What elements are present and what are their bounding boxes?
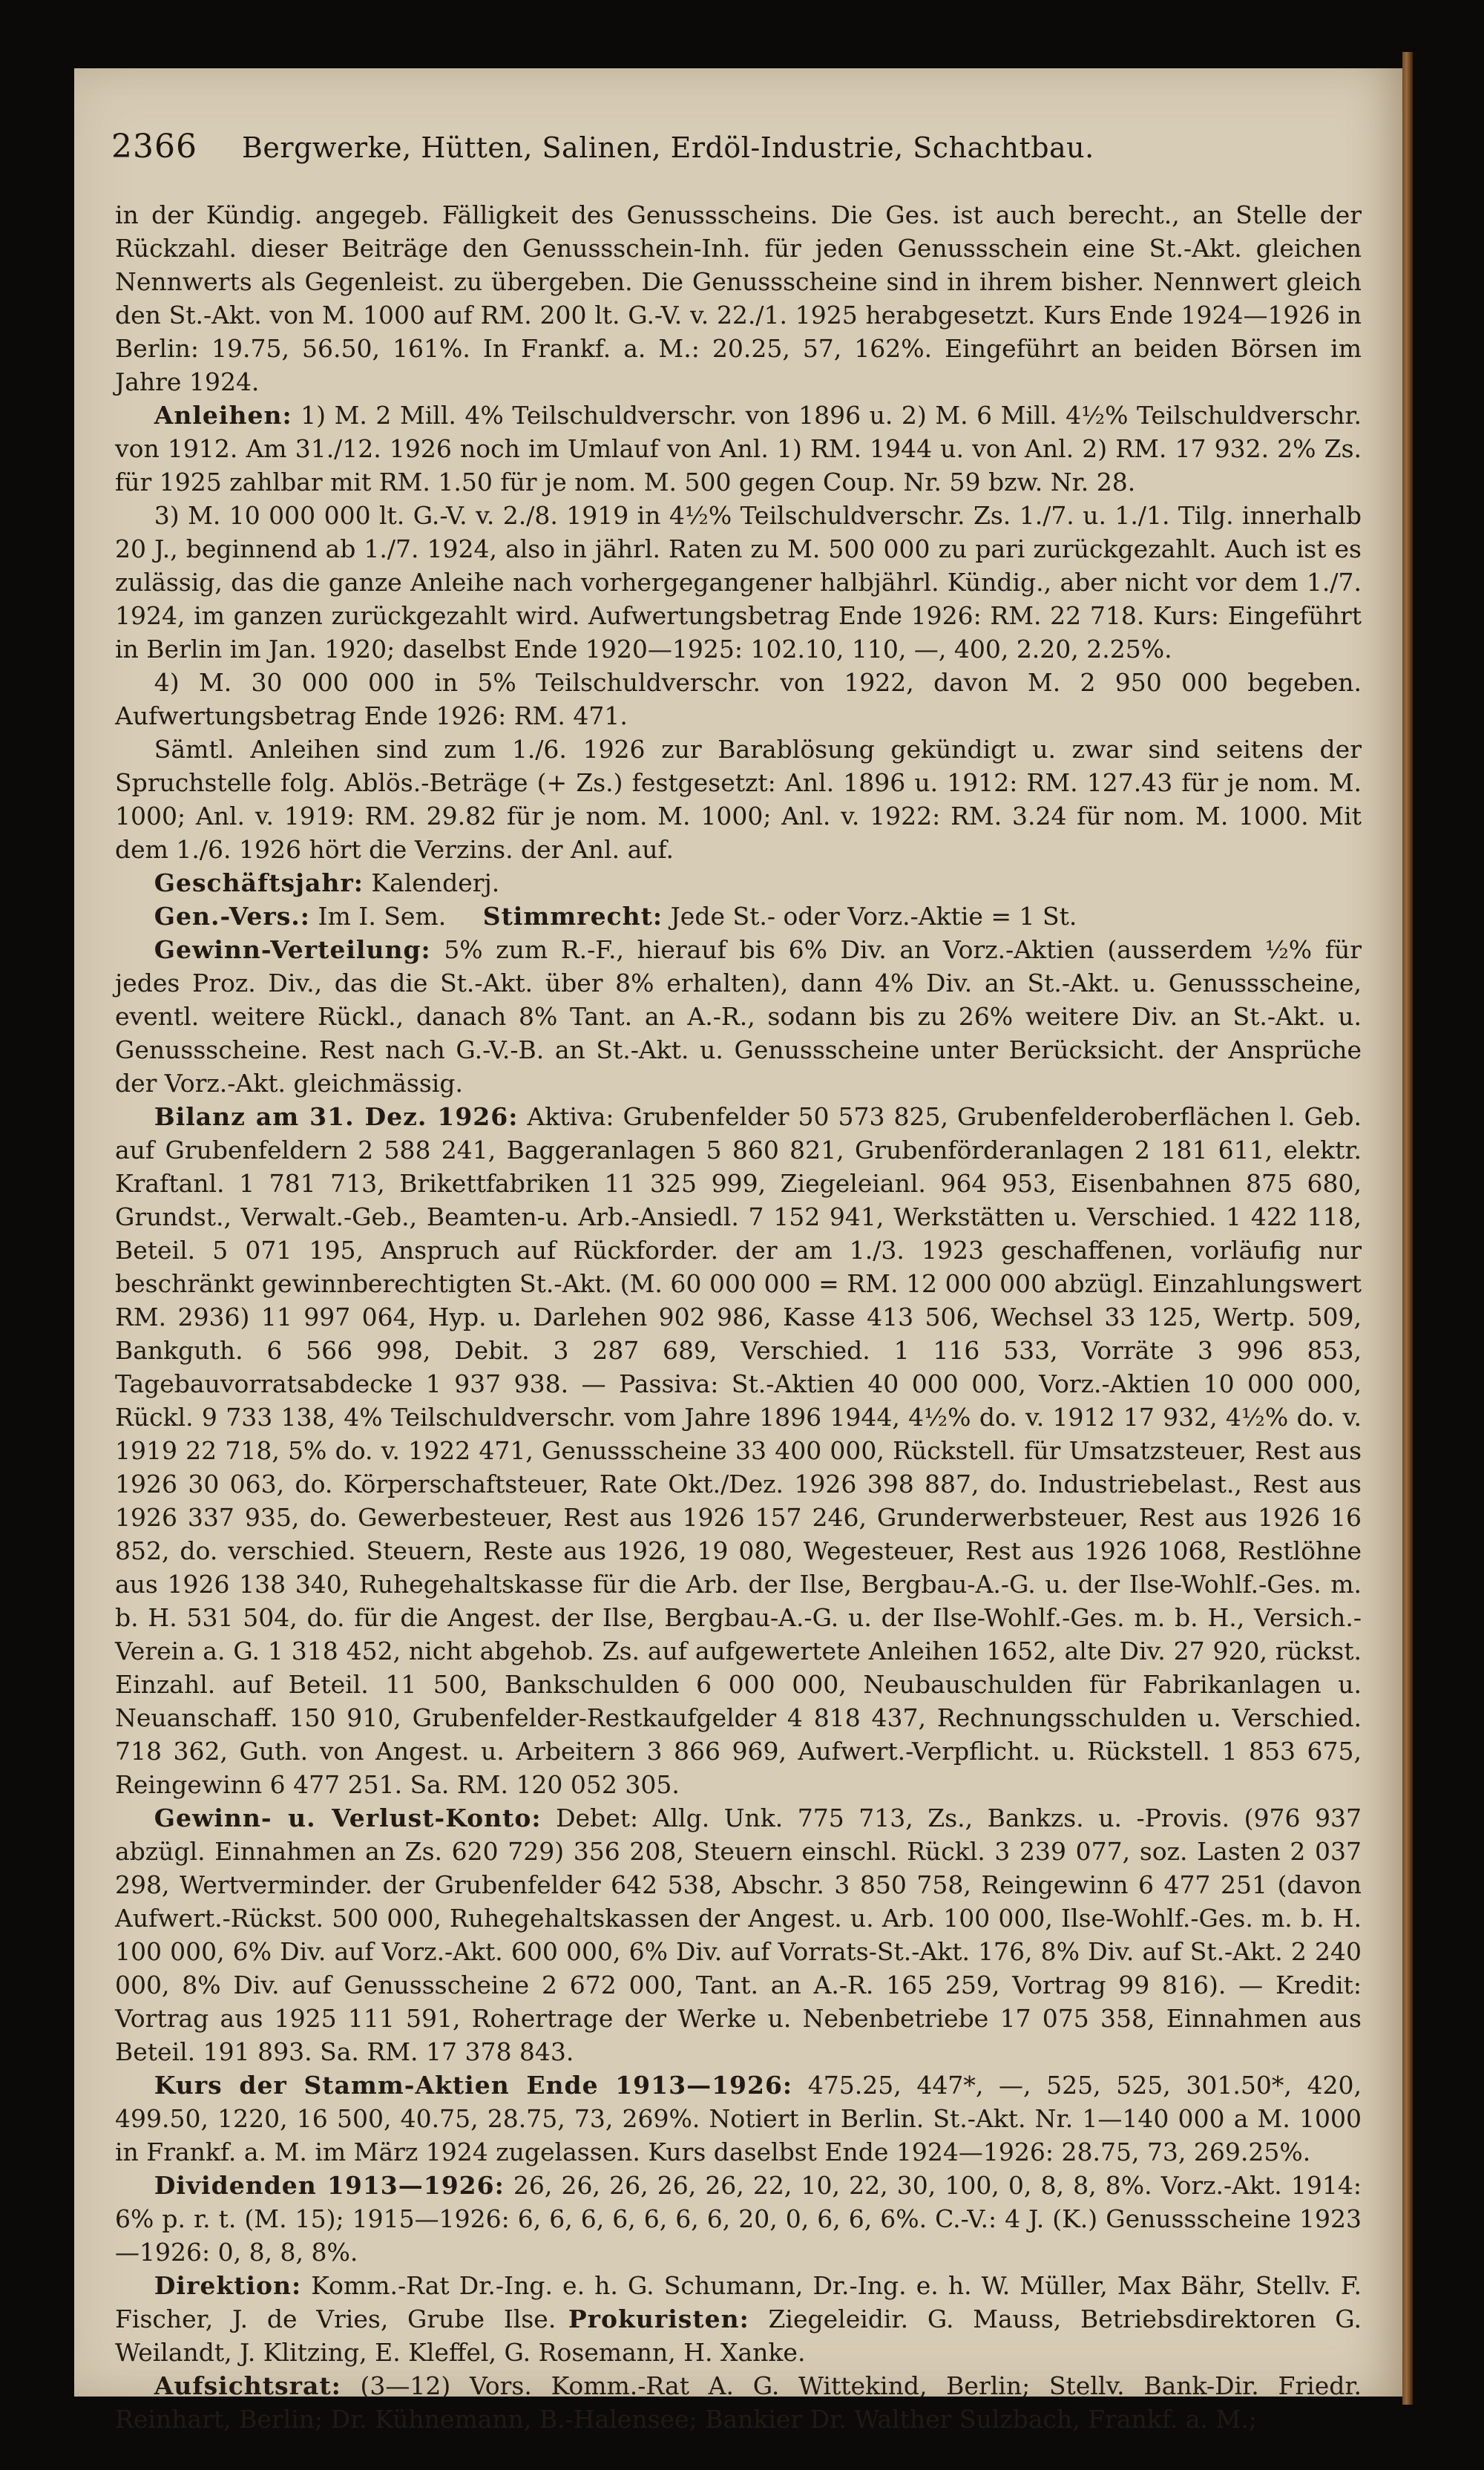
paragraph-anleihen: [115, 399, 1362, 499]
text-genvers: Im I. Sem.: [318, 902, 447, 931]
paragraph-direktion: [115, 2269, 1362, 2369]
paragraph-bilanz: [115, 1100, 1362, 1801]
text-anleihen: 1) M. 2 Mill. 4% Teilschuldverschr. von 1896 u. 2) M. 6 Mill. 4½% Teilschuldverschr. von 1912. Am 31./12. 1926 noch im Umlauf von Anl. 1) RM. 1944 u. von Anl. 2) RM. 17 932. 2% Zs. für 1925 zahlbar mit RM. 1.50 für je nom. M. 500 gegen Coup. Nr. 59 bzw. Nr. 28.: [115, 401, 1362, 497]
text-gewinn-verlust: Debet: Allg. Unk. 775 713, Zs., Bankzs. u. -Provis. (976 937 abzügl. Einnahmen an Zs. 620 729) 356 208, Steuern einschl. Rückl. 3 239 077, soz. Lasten 2 037 298, Wertverminder. der Grubenfelder 642 538, Abschr. 3 850 758, Reingewinn 6 477 251 (davon Aufwert.-Rückst. 500 000, Ruhegehaltskassen der Angest. u. Arb. 100 000, Ilse-Wohlf.-Ges. m. b. H. 100 000, 6% Div. auf Vorz.-Akt. 600 000, 6% Div. auf Vorrats-St.-Akt. 176, 8% Div. auf St.-Akt. 2 240 000, 8% Div. auf Genussscheine 2 672 000, Tant. an A.-R. 165 259, Vortrag 99 816). — Kredit: Vortrag aus 1925 111 591, Rohertrage der Werke u. Nebenbetriebe 17 075 358, Einnahmen aus Beteil. 191 893. Sa. RM. 17 378 843.: [115, 1804, 1362, 2066]
label-geschaeftsjahr: Geschäftsjahr:: [154, 868, 364, 897]
label-kurs: Kurs der Stamm-Aktien Ende 1913—1926:: [154, 2071, 793, 2100]
page-header: [111, 128, 1358, 180]
paragraph-anleihe-4: 4) M. 30 000 000 in 5% Teilschuldverschr. von 1922, davon M. 2 950 000 begeben. Aufwertungsbetrag Ende 1926: RM. 471.: [115, 668, 1362, 730]
paragraph-genvers-stimmrecht: [115, 900, 1362, 933]
label-aufsichtsrat: Aufsichtsrat:: [154, 2371, 341, 2400]
paragraph-anleihe-3: 3) M. 10 000 000 lt. G.-V. v. 2./8. 1919 in 4½% Teilschuldverschr. Zs. 1./7. u. 1./1. Tilg. innerhalb 20 J., beginnend ab 1./7. 1924, also in jährl. Raten zu M. 500 000 zu pari zurückgezahlt. Auch ist es zulässig, das die ganze Anleihe nach vorhergegangener halbjährl. Kündig., aber nicht vor dem 1./7. 1924, im ganzen zurückgezahlt wird. Aufwertungsbetrag Ende 1926: RM. 22 718. Kurs: Eingeführt in Berlin im Jan. 1920; daselbst Ende 1920—1925: 102.10, 110, —, 400, 2.20, 2.25%.: [115, 501, 1362, 664]
text-direktion: Komm.-Rat Dr.-Ing. e. h. G. Schumann, Dr.-Ing. e. h. W. Müller, Max Bähr, Stellv. F. Fischer, J. de Vries, Grube Ilse.: [115, 2271, 1362, 2333]
paragraph-kurs: [115, 2068, 1362, 2169]
paragraph-geschaeftsjahr: [115, 866, 1362, 900]
text-prokuristen: Ziegeleidir. G. Mauss, Betriebsdirektoren G. Weilandt, J. Klitzing, E. Kleffel, G. Rosemann, H. Xanke.: [115, 2304, 1362, 2367]
page-body: [115, 198, 1362, 2436]
book-binding-edge: [1402, 52, 1413, 2405]
text-stimmrecht: Jede St.- oder Vorz.-Aktie = 1 St.: [670, 902, 1077, 931]
label-dividenden: Dividenden 1913—1926:: [154, 2171, 505, 2200]
paragraph-genussschein: in der Kündig. angegeb. Fälligkeit des Genussscheins. Die Ges. ist auch berecht., an Stelle der Rückzahl. dieser Beiträge den Genussschein-Inh. für jeden Genussschein eine St.-Akt. gleichen Nennwerts als Gegenleist. zu übergeben. Die Genussscheine sind in ihrem bisher. Nennwert gleich den St.-Akt. von M. 1000 auf RM. 200 lt. G.-V. v. 22./1. 1925 herabgesetzt. Kurs Ende 1924—1926 in Berlin: 19.75, 56.50, 161%. In Frankf. a. M.: 20.25, 57, 162%. Eingeführt an beiden Börsen im Jahre 1924.: [115, 200, 1362, 396]
paragraph-gewinn-verlust: [115, 1801, 1362, 2068]
text-gewinnverteilung: 5% zum R.-F., hierauf bis 6% Div. an Vorz.-Aktien (ausserdem ½% für jedes Proz. Div., das die St.-Akt. über 8% erhalten), dann 4% Div. an St.-Akt. u. Genussscheine, eventl. weitere Rückl., danach 8% Tant. an A.-R., sodann bis zu 26% weitere Div. an St.-Akt. u. Genussscheine. Rest nach G.-V.-B. an St.-Akt. u. Genussscheine unter Berücksicht. der Ansprüche der Vorz.-Akt. gleichmässig.: [115, 935, 1362, 1098]
label-prokuristen: Prokuristen:: [568, 2304, 749, 2333]
text-bilanz: Aktiva: Grubenfelder 50 573 825, Grubenfelderoberflächen l. Geb. auf Grubenfeldern 2 588 241, Baggeranlagen 5 860 821, Grubenförderanlagen 2 181 611, elektr. Kraftanl. 1 781 713, Brikettfabriken 11 325 999, Ziegeleianl. 964 953, Eisenbahnen 875 680, Grundst., Verwalt.-Geb., Beamten-u. Arb.-Ansiedl. 7 152 941, Werkstätten u. Verschied. 1 422 118, Beteil. 5 071 195, Anspruch auf Rückforder. der am 1./3. 1923 geschaffenen, vorläufig nur beschränkt gewinnberechtigten St.-Akt. (M. 60 000 000 = RM. 12 000 000 abzügl. Einzahlungswert RM. 2936) 11 997 064, Hyp. u. Darlehen 902 986, Kasse 413 506, Wechsel 33 125, Wertp. 509, Bankguth. 6 566 998, Debit. 3 287 689, Verschied. 1 116 533, Vorräte 3 996 853, Tagebauvorratsabdecke 1 937 938. — Passiva: St.-Aktien 40 000 000, Vorz.-Aktien 10 000 000, Rückl. 9 733 138, 4% Teilschuldverschr. vom Jahre 1896 1944, 4½% do. v. 1912 17 932, 4½% do. v. 1919 22 718, 5% do. v. 1922 471, Genussscheine 33 400 000, Rückstell. für Umsatzsteuer, Rest aus 1926 30 063, do. Körperschaftsteuer, Rate Okt./Dez. 1926 398 887, do. Industriebelast., Rest aus 1926 337 935, do. Gewerbesteuer, Rest aus 1926 157 246, Grunderwerbsteuer, Rest aus 1926 16 852, do. verschied. Steuern, Reste aus 1926, 19 080, Wegesteuer, Rest aus 1926 1068, Restlöhne aus 1926 138 340, Ruhegehaltskasse für die Arb. der Ilse, Bergbau-A.-G. u. der Ilse-Wohlf.-Ges. m. b. H. 531 504, do. für die Angest. der Ilse, Bergbau-A.-G. u. der Ilse-Wohlf.-Ges. m. b. H., Versich.-Verein a. G. 1 318 452, nicht abgehob. Zs. auf aufgewertete Anleihen 1652, alte Div. 27 920, rückst. Einzahl. auf Beteil. 11 500, Bankschulden 6 000 000, Neubauschulden für Fabrikanlagen u. Neuanschaff. 150 910, Grubenfelder-Restkaufgelder 4 818 437, Rechnungsschulden u. Verschied. 718 362, Guth. von Angest. u. Arbeitern 3 866 969, Aufwert.-Verpflicht. u. Rückstell. 1 853 675, Reingewinn 6 477 251. Sa. RM. 120 052 305.: [115, 1102, 1362, 1799]
paragraph-barabloesung: Sämtl. Anleihen sind zum 1./6. 1926 zur Barablösung gekündigt u. zwar sind seitens der Spruchstelle folg. Ablös.-Beträge (+ Zs.) festgesetzt: Anl. 1896 u. 1912: RM. 127.43 für je nom. M. 1000; Anl. v. 1919: RM. 29.82 für je nom. M. 1000; Anl. v. 1922: RM. 3.24 für nom. M. 1000. Mit dem 1./6. 1926 hört die Verzins. der Anl. auf.: [115, 735, 1362, 864]
text-kurs: 475.25, 447*, —, 525, 525, 301.50*, 420, 499.50, 1220, 16 500, 40.75, 28.75, 73, 269%. Notiert in Berlin. St.-Akt. Nr. 1—140 000 a M. 1000 in Frankf. a. M. im März 1924 zugelassen. Kurs daselbst Ende 1924—1926: 28.75, 73, 269.25%.: [115, 2071, 1362, 2166]
running-title: Bergwerke, Hütten, Salinen, Erdöl-Industrie, Schachtbau.: [241, 131, 1094, 164]
text-aufsichtsrat: (3—12) Vors. Komm.-Rat A. G. Wittekind, Berlin; Stellv. Bank-Dir. Friedr. Reinhart, Berlin; Dr. Kühnemann, B.-Halensee; Bankier Dr. Walther Sulzbach, Frankf. a. M.;: [115, 2371, 1362, 2434]
label-direktion: Direktion:: [154, 2271, 302, 2300]
paragraph-dividenden: [115, 2169, 1362, 2269]
label-genvers: Gen.-Vers.:: [154, 902, 310, 931]
label-bilanz: Bilanz am 31. Dez. 1926:: [154, 1102, 519, 1131]
page-number: 2366: [111, 128, 197, 166]
label-anleihen: Anleihen:: [154, 401, 292, 430]
label-gewinnverteilung: Gewinn-Verteilung:: [154, 935, 431, 964]
scanned-page: [74, 68, 1402, 2434]
text-dividenden: 26, 26, 26, 26, 26, 22, 10, 22, 30, 100, 0, 8, 8, 8%. Vorz.-Akt. 1914: 6% p. r. t. (M. 15); 1915—1926: 6, 6, 6, 6, 6, 6, 6, 20, 0, 6, 6, 6%. C.-V.: 4 J. (K.) Genussscheine 1923—1926: 0, 8, 8, 8%.: [115, 2171, 1362, 2267]
paragraph-gewinnverteilung: [115, 933, 1362, 1100]
paragraph-aufsichtsrat: [115, 2369, 1362, 2436]
text-geschaeftsjahr: Kalenderj.: [371, 868, 500, 897]
label-stimmrecht: Stimmrecht:: [482, 902, 663, 931]
label-gewinn-verlust: Gewinn- u. Verlust-Konto:: [154, 1804, 542, 1832]
